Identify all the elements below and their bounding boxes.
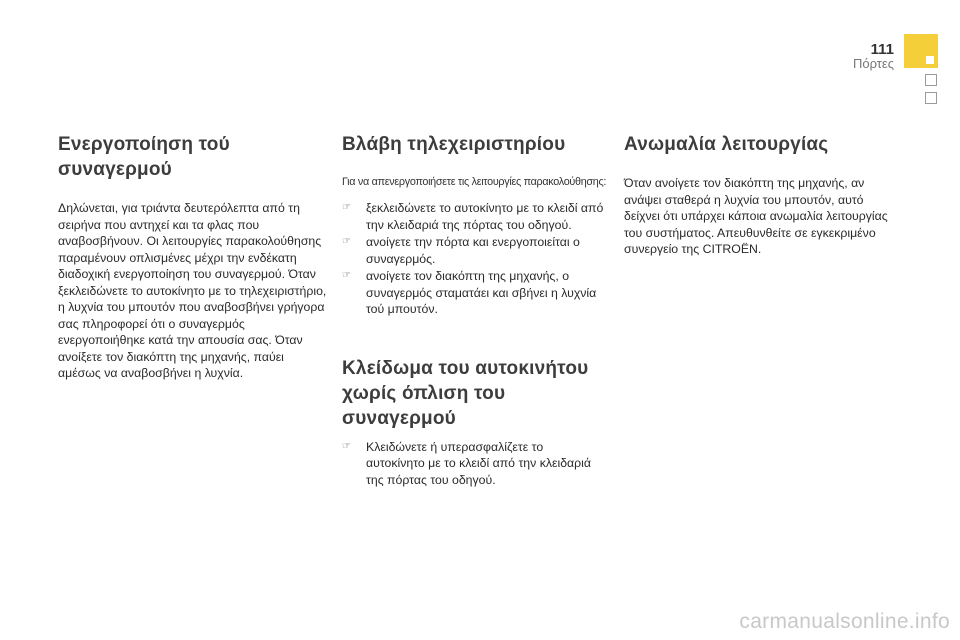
paragraph-alarm-activation: Δηλώνεται, για τριάντα δευτερόλεπτα από τη σειρήνα που αντηχεί και τα φλας που αναβοσβήνουν. Οι λειτουργίες παρακολούθησης παραμένουν οπλισμένες μέχρι την ενδέκατη διαδοχική ενεργοποίηση του συναγερμού. Όταν ξεκλειδώνετε το αυτοκίνητο με το τηλεχειριστήριο, η λυχνία του μπουτόν που αναβοσβήνει γρήγορα σας πληροφορεί ότι ο συναγερμός ενεργοποιήθηκε κατά την απουσία σας. Όταν ανοίξετε τον διακόπτη της μηχανής, παύει αμέσως να αναβοσβήνει η λυχνία. [58, 201, 327, 380]
heading-malfunction: Ανωμαλία λειτουργίας [624, 134, 829, 155]
section-tab[interactable] [925, 92, 937, 104]
section-name: Πόρτες [852, 56, 894, 71]
list-item: ☞ ξεκλειδώνετε το αυτοκίνητο με το κλειδί από την κλειδαριά της πόρτας του οδηγού. [342, 201, 604, 232]
arrow-bullet-icon: ☞ [342, 270, 351, 281]
watermark: carmanualsonline.info [739, 610, 950, 633]
page-number: 111 [870, 41, 894, 58]
heading-alarm-activation: Ενεργοποίηση τού συναγερμού [58, 134, 230, 180]
arrow-bullet-icon: ☞ [342, 202, 351, 213]
heading-remote-failure: Βλάβη τηλεχειριστηρίου [342, 134, 566, 155]
list-item: ☞ ανοίγετε τον διακόπτη της μηχανής, ο συναγερμός σταματάει και σβήνει η λυχνία τού μπουτόν. [342, 269, 597, 316]
column-remote-failure [342, 132, 607, 489]
bullet-list [342, 439, 604, 489]
heading-lock-without-alarm: Κλείδωμα του αυτοκινήτου χωρίς όπλιση του συναγερμού [342, 357, 589, 429]
paragraph-malfunction: Όταν ανοίγετε τον διακόπτη της μηχανής, αν ανάψει σταθερά η λυχνία του μπουτόν, αυτό δείχνει ότι υπάρχει κάποια ανωμαλία λειτουργίας του συστήματος. Απευθυνθείτε σε εγκεκριμένο συνεργείο της CITROËN. [624, 176, 888, 256]
bullet-list [342, 200, 604, 318]
arrow-bullet-icon: ☞ [342, 440, 351, 452]
list-item: ☞ ανοίγετε την πόρτα και ενεργοποιείται ο συναγερμός. [342, 235, 580, 266]
arrow-bullet-icon: ☞ [342, 236, 351, 247]
tab-marker-icon [926, 56, 934, 64]
intro-text: Για να απενεργοποιήσετε τις λειτουργίες παρακολούθησης: [342, 176, 607, 188]
section-tab-active[interactable] [904, 34, 938, 68]
column-alarm-activation [58, 132, 328, 382]
section-tab[interactable] [925, 74, 937, 86]
column-malfunction [624, 132, 894, 258]
list-item: ☞ Κλειδώνετε ή υπερασφαλίζετε το αυτοκίνητο με το κλειδί από την κλειδαριά της πόρτας του οδηγού. [342, 439, 592, 487]
